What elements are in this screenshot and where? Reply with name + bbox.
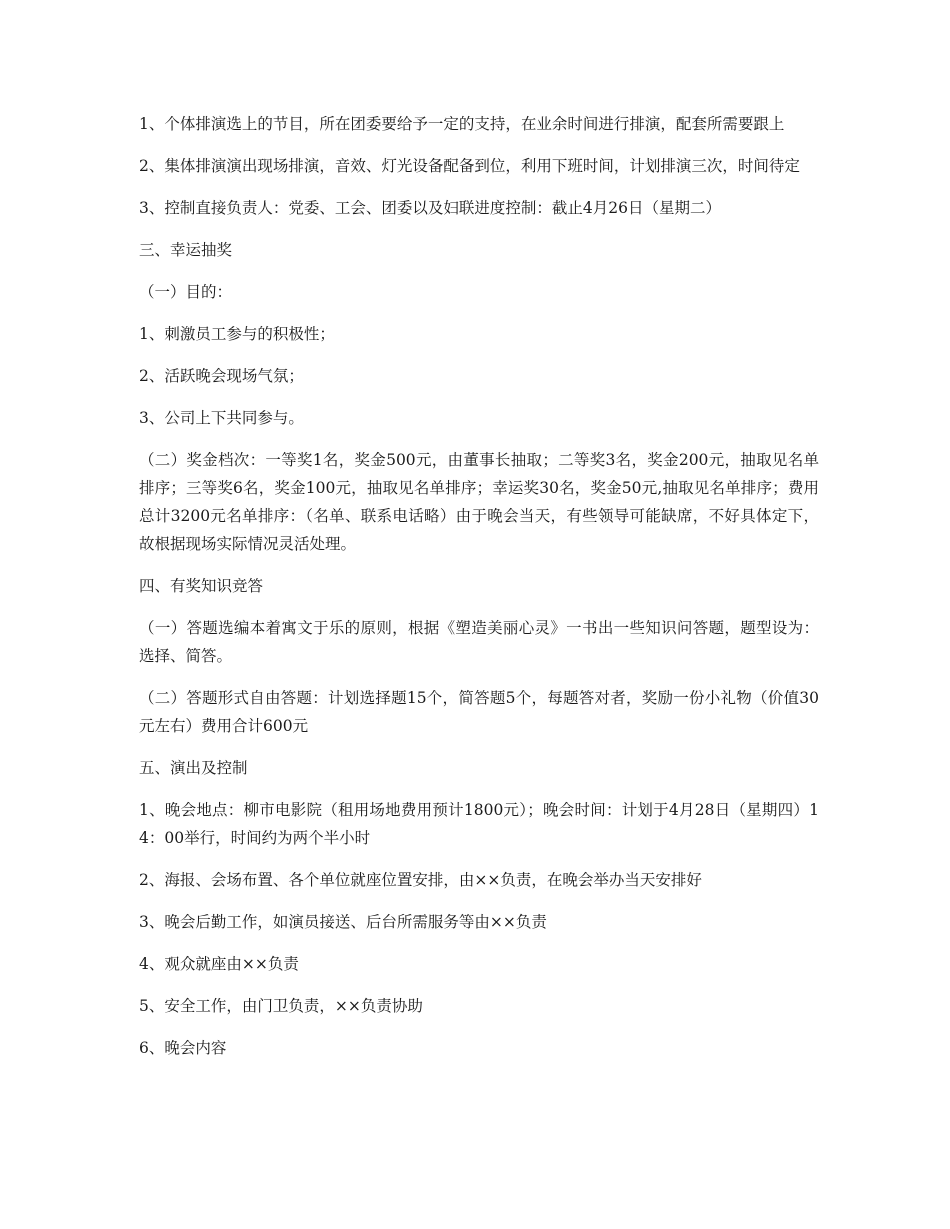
paragraph-audience-seating: 4、观众就座由××负责 [139, 955, 299, 973]
subheading-purpose: （一）目的： [139, 283, 233, 301]
paragraph-purpose-1: 1、刺激员工参与的积极性； [139, 325, 335, 343]
section-heading-lucky-draw: 三、幸运抽奖 [139, 241, 233, 259]
paragraph-rehearsal-group: 2、集体排演演出现场排演，音效、灯光设备配备到位，利用下班时间，计划排演三次，时间待定 [139, 157, 800, 175]
paragraph-rehearsal-control: 3、控制直接负责人：党委、工会、团委以及妇联进度控制：截止4月26日（星期二） [139, 199, 721, 217]
paragraph-posters-layout: 2、海报、会场布置、各个单位就座位置安排，由××负责，在晚会举办当天安排好 [139, 871, 702, 889]
section-heading-performance: 五、演出及控制 [139, 759, 248, 777]
document-body [139, 110, 819, 1076]
paragraph-venue-time: 1、晚会地点：柳市电影院（租用场地费用预计1800元）；晚会时间：计划于4月28日（星期四）14：00举行，时间约为两个半小时 [139, 801, 819, 847]
paragraph-logistics: 3、晚会后勤工作，如演员接送、后台所需服务等由××负责 [139, 913, 547, 931]
paragraph-prize-levels: （二）奖金档次：一等奖1名，奖金500元，由董事长抽取；二等奖3名，奖金200元，抽取见名单排序；三等奖6名，奖金100元，抽取见名单排序；幸运奖30名，奖金50元,抽取见名单排序；费用总计3200元名单排序：（名单、联系电话略）由于晚会当天，有些领导可能缺席，不好具体定下，故根据现场实际情况灵活处理。 [139, 451, 819, 553]
paragraph-security: 5、安全工作，由门卫负责，××负责协助 [139, 997, 423, 1015]
paragraph-purpose-2: 2、活跃晚会现场气氛； [139, 367, 304, 385]
paragraph-rehearsal-individual: 1、个体排演选上的节目，所在团委要给予一定的支持，在业余时间进行排演，配套所需要跟上 [139, 115, 785, 133]
paragraph-quiz-format: （二）答题形式自由答题：计划选择题15个，简答题5个，每题答对者，奖励一份小礼物（价值30元左右）费用合计600元 [139, 689, 819, 735]
paragraph-quiz-selection: （一）答题选编本着寓文于乐的原则，根据《塑造美丽心灵》一书出一些知识问答题，题型设为：选择、简答。 [139, 619, 819, 665]
paragraph-program-content: 6、晚会内容 [139, 1039, 227, 1057]
section-heading-quiz: 四、有奖知识竞答 [139, 577, 264, 595]
paragraph-purpose-3: 3、公司上下共同参与。 [139, 409, 304, 427]
